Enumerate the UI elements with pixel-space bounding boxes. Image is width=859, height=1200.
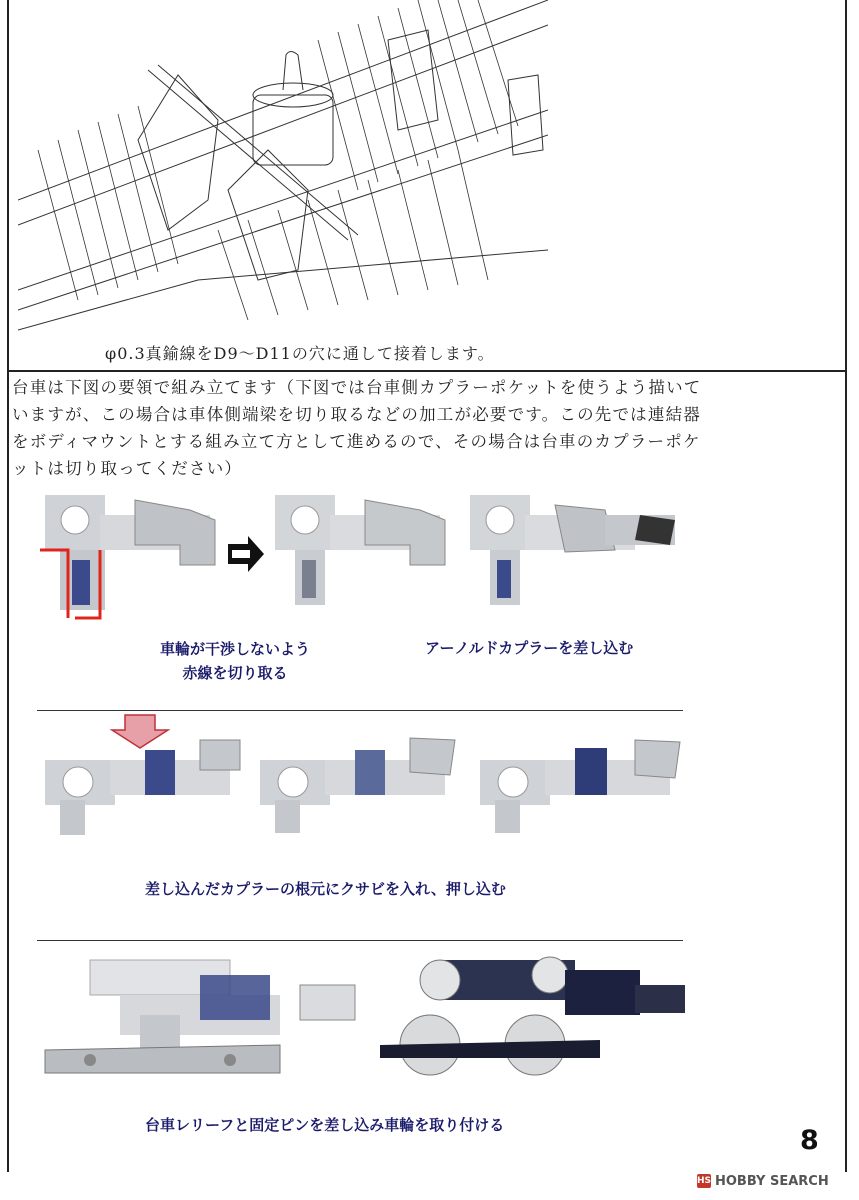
step1-caption [140,637,330,685]
bogie-photo-coupler-inserted [465,490,685,620]
intro-line: をボディマウントとする組み立て方として進めるので、その場合は台車のカプラーポケ [12,432,701,451]
page-number: 8 [800,1125,819,1156]
bogie-photo-assembled [375,950,690,1085]
bogie-photo-trimmed [270,490,450,620]
hobby-search-logo-icon: HS [697,1176,712,1186]
intro-line: 台車は下図の要領で組み立てます（下図では台車側カプラーポケットを使うよう描いて [12,378,702,397]
step2-caption: アーノルドカプラーを差し込む [425,639,634,657]
bogie-photo-cut [40,490,220,620]
bogie-photo-relief-parts [40,955,360,1080]
step4-caption: 台車レリーフと固定ピンを差し込み車輪を取り付ける [145,1116,505,1134]
bogie-photo-wedge-pushing [255,720,460,835]
intro-paragraph [12,374,832,482]
intro-line: いますが、この場合は車体側端梁を切り取るなどの加工が必要です。この先では連結器 [12,405,701,424]
step1-caption-line: 車輪が干渉しないよう [159,640,310,658]
step1-caption-line: 赤線を切り取る [182,664,288,682]
watermark-text: HOBBY SEARCH [715,1173,829,1189]
bogie-photo-wedge-pushed [475,720,685,835]
next-step-arrow-icon [226,534,266,574]
intro-line: ットは切り取ってください） [12,459,243,478]
step3-caption: 差し込んだカプラーの根元にクサビを入れ、押し込む [145,880,506,898]
step-divider [37,940,683,941]
section-divider-line [7,370,847,372]
bogie-photo-wedge [40,710,250,835]
hobby-search-watermark [697,1172,829,1190]
chassis-line-drawing [18,0,548,340]
top-caption: φ0.3真鍮線をD9〜D11の穴に通して接着します。 [105,344,495,363]
